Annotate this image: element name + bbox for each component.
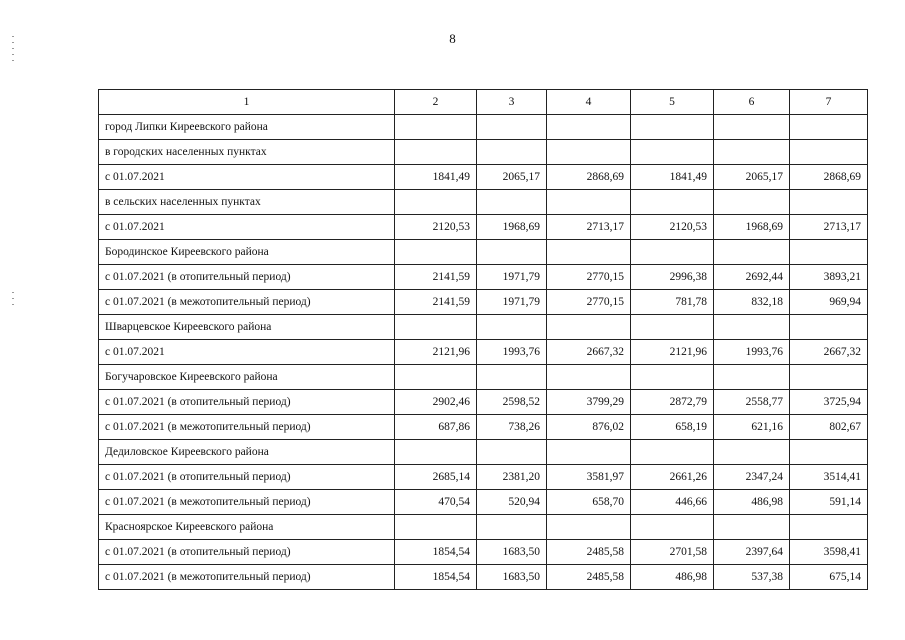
value-cell (547, 515, 631, 540)
value-cell: 2667,32 (547, 340, 631, 365)
value-cell: 3598,41 (790, 540, 868, 565)
value-cell (395, 515, 477, 540)
value-cell: 3893,21 (790, 265, 868, 290)
value-cell: 470,54 (395, 490, 477, 515)
row-label: в городских населенных пунктах (99, 140, 395, 165)
value-cell: 2713,17 (547, 215, 631, 240)
value-cell: 781,78 (631, 290, 714, 315)
value-cell (395, 190, 477, 215)
value-cell (547, 240, 631, 265)
value-cell: 2485,58 (547, 565, 631, 590)
table-row (99, 140, 868, 165)
value-cell: 2065,17 (714, 165, 790, 190)
table-row (99, 265, 868, 290)
table-row (99, 565, 868, 590)
header-cell: 5 (631, 90, 714, 115)
value-cell: 2120,53 (395, 215, 477, 240)
value-cell (477, 190, 547, 215)
value-cell: 2598,52 (477, 390, 547, 415)
value-cell: 2872,79 (631, 390, 714, 415)
row-label: с 01.07.2021 (99, 215, 395, 240)
value-cell: 2065,17 (477, 165, 547, 190)
value-cell: 2397,64 (714, 540, 790, 565)
value-cell (477, 115, 547, 140)
value-cell: 2141,59 (395, 265, 477, 290)
value-cell (395, 140, 477, 165)
value-cell (631, 515, 714, 540)
value-cell: 687,86 (395, 415, 477, 440)
value-cell (631, 240, 714, 265)
value-cell (790, 315, 868, 340)
value-cell (631, 440, 714, 465)
value-cell (631, 115, 714, 140)
tariff-table-body (99, 90, 868, 590)
scan-margin-marks-lower (12, 292, 15, 310)
value-cell: 486,98 (631, 565, 714, 590)
row-label: с 01.07.2021 (99, 340, 395, 365)
table-row (99, 315, 868, 340)
table-row (99, 515, 868, 540)
row-label: с 01.07.2021 (в межотопительный период) (99, 565, 395, 590)
value-cell (714, 140, 790, 165)
header-cell: 3 (477, 90, 547, 115)
value-cell: 1841,49 (395, 165, 477, 190)
value-cell: 446,66 (631, 490, 714, 515)
value-cell (790, 115, 868, 140)
page-number: 8 (449, 31, 456, 46)
table-row (99, 390, 868, 415)
value-cell (547, 365, 631, 390)
value-cell (477, 440, 547, 465)
value-cell: 2868,69 (547, 165, 631, 190)
table-row (99, 165, 868, 190)
header-cell: 1 (99, 90, 395, 115)
value-cell: 2770,15 (547, 290, 631, 315)
header-cell: 4 (547, 90, 631, 115)
value-cell (547, 440, 631, 465)
value-cell (395, 115, 477, 140)
value-cell: 2347,24 (714, 465, 790, 490)
value-cell (631, 140, 714, 165)
value-cell: 832,18 (714, 290, 790, 315)
value-cell (714, 240, 790, 265)
value-cell: 537,38 (714, 565, 790, 590)
table-row (99, 340, 868, 365)
value-cell: 1993,76 (477, 340, 547, 365)
value-cell (477, 240, 547, 265)
row-label: с 01.07.2021 (99, 165, 395, 190)
table-row (99, 440, 868, 465)
row-label: с 01.07.2021 (в отопительный период) (99, 265, 395, 290)
value-cell: 1968,69 (477, 215, 547, 240)
row-label: Бородинское Киреевского района (99, 240, 395, 265)
value-cell: 969,94 (790, 290, 868, 315)
value-cell (547, 115, 631, 140)
value-cell (790, 240, 868, 265)
value-cell: 2902,46 (395, 390, 477, 415)
value-cell: 3581,97 (547, 465, 631, 490)
value-cell (714, 190, 790, 215)
value-cell: 1993,76 (714, 340, 790, 365)
value-cell: 876,02 (547, 415, 631, 440)
value-cell: 1968,69 (714, 215, 790, 240)
table-row (99, 365, 868, 390)
value-cell (714, 315, 790, 340)
value-cell: 1854,54 (395, 540, 477, 565)
table-row (99, 465, 868, 490)
row-label: с 01.07.2021 (в межотопительный период) (99, 415, 395, 440)
value-cell: 738,26 (477, 415, 547, 440)
value-cell: 486,98 (714, 490, 790, 515)
value-cell (790, 140, 868, 165)
value-cell: 1841,49 (631, 165, 714, 190)
tariff-table (98, 89, 868, 590)
value-cell: 3514,41 (790, 465, 868, 490)
table-row (99, 190, 868, 215)
row-label: в сельских населенных пунктах (99, 190, 395, 215)
value-cell: 1683,50 (477, 540, 547, 565)
value-cell: 2701,58 (631, 540, 714, 565)
value-cell (714, 365, 790, 390)
value-cell (631, 365, 714, 390)
value-cell (790, 190, 868, 215)
row-label: Красноярское Киреевского района (99, 515, 395, 540)
value-cell (477, 515, 547, 540)
value-cell (790, 365, 868, 390)
value-cell (714, 440, 790, 465)
table-row (99, 540, 868, 565)
value-cell: 2685,14 (395, 465, 477, 490)
value-cell: 1854,54 (395, 565, 477, 590)
value-cell: 2381,20 (477, 465, 547, 490)
value-cell: 2713,17 (790, 215, 868, 240)
table-row (99, 240, 868, 265)
row-label: с 01.07.2021 (в отопительный период) (99, 390, 395, 415)
row-label: город Липки Киреевского района (99, 115, 395, 140)
table-row (99, 490, 868, 515)
value-cell (547, 190, 631, 215)
value-cell: 802,67 (790, 415, 868, 440)
value-cell: 1971,79 (477, 265, 547, 290)
value-cell: 2141,59 (395, 290, 477, 315)
value-cell: 2692,44 (714, 265, 790, 290)
value-cell: 2661,26 (631, 465, 714, 490)
value-cell (631, 190, 714, 215)
table-row (99, 415, 868, 440)
value-cell: 591,14 (790, 490, 868, 515)
header-cell: 2 (395, 90, 477, 115)
value-cell: 2667,32 (790, 340, 868, 365)
value-cell: 621,16 (714, 415, 790, 440)
row-label: с 01.07.2021 (в отопительный период) (99, 540, 395, 565)
value-cell (477, 315, 547, 340)
table-header-row (99, 90, 868, 115)
value-cell: 2121,96 (631, 340, 714, 365)
value-cell: 2121,96 (395, 340, 477, 365)
value-cell (547, 315, 631, 340)
value-cell: 3725,94 (790, 390, 868, 415)
row-label: Дедиловское Киреевского района (99, 440, 395, 465)
table-row (99, 290, 868, 315)
value-cell: 2120,53 (631, 215, 714, 240)
value-cell: 675,14 (790, 565, 868, 590)
scan-margin-marks (12, 36, 15, 66)
value-cell: 2996,38 (631, 265, 714, 290)
header-cell: 7 (790, 90, 868, 115)
table-row (99, 215, 868, 240)
value-cell (790, 440, 868, 465)
value-cell: 2485,58 (547, 540, 631, 565)
row-label: с 01.07.2021 (в межотопительный период) (99, 490, 395, 515)
value-cell: 658,70 (547, 490, 631, 515)
value-cell (477, 365, 547, 390)
value-cell: 3799,29 (547, 390, 631, 415)
value-cell (477, 140, 547, 165)
value-cell (547, 140, 631, 165)
value-cell: 520,94 (477, 490, 547, 515)
value-cell (714, 515, 790, 540)
row-label: с 01.07.2021 (в отопительный период) (99, 465, 395, 490)
row-label: с 01.07.2021 (в межотопительный период) (99, 290, 395, 315)
row-label: Шварцевское Киреевского района (99, 315, 395, 340)
value-cell: 2558,77 (714, 390, 790, 415)
value-cell: 1971,79 (477, 290, 547, 315)
value-cell (395, 440, 477, 465)
header-cell: 6 (714, 90, 790, 115)
value-cell: 2770,15 (547, 265, 631, 290)
value-cell (395, 315, 477, 340)
value-cell (714, 115, 790, 140)
value-cell (395, 240, 477, 265)
row-label: Богучаровское Киреевского района (99, 365, 395, 390)
value-cell: 1683,50 (477, 565, 547, 590)
table-row (99, 115, 868, 140)
value-cell (790, 515, 868, 540)
value-cell (395, 365, 477, 390)
value-cell: 658,19 (631, 415, 714, 440)
value-cell (631, 315, 714, 340)
value-cell: 2868,69 (790, 165, 868, 190)
